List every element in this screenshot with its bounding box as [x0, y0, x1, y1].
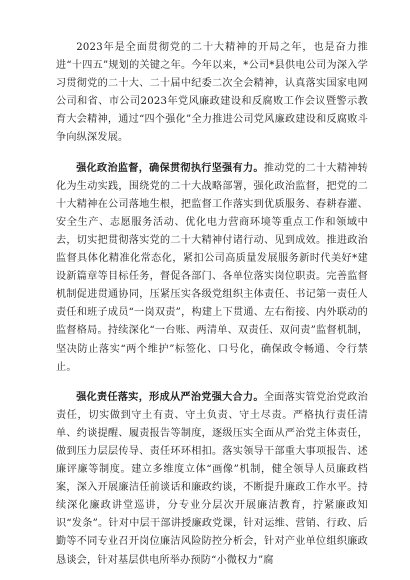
paragraph-intro [56, 39, 368, 148]
paragraph-heading: 强化责任落实，形成从严治党强大合力。 [76, 391, 264, 403]
paragraph-political-supervision [56, 160, 368, 377]
paragraph-body: 推动党的二十大精神转化为生动实践，围绕党的二十大战略部署，强化政治监督，把党的二十大精神在公司落地生根，把监督工作落实到优质服务、春耕春灌、安全生产、志愿服务活动、优化电力营商环境等重点工作和领域中去，切实把贯彻落实党的二十大精神付诸行动、见到成效。推进政治监督具体化精准化常态化，紧扣公司高质量发展服务新时代美好*建设新篇章等目标任务，督促各部门、各单位落实岗位职责。完善监督机制促进贯通协同，压紧压实各级党组织主体责任、书记第一责任人责任和班子成员“一岗双责”，构建上下贯通、左右衔接、内外联动的监督格局。持续深化“一台账、两清单、双责任、双问责”监督机制，坚决防止落实“两个维护”标签化、口号化，确保政令畅通、令行禁止。 [56, 162, 369, 373]
paragraph-responsibility [56, 389, 368, 570]
paragraph-body: 全面落实管党治党政治责任，切实做到守土有责、守土负责、守土尽责。严格执行责任清单、约谈提醒、履责报告等制度，逐级压实全面从严治党主体责任，做到压力层层传导、责任环环相扣。落实领导干部重大事项报告、述廉评廉等制度。建立多维度立体“画像”机制，健全领导人员廉政档案，深入开展廉洁任前谈话和廉政约谈，不断提升廉政工作水平。持续深化廉政讲堂巡讲，分专业分层次开展廉洁教育，拧紧廉政知识“发条”。针对中层干部讲授廉政党课，针对运维、营销、行政、后勤等不同专业召开岗位廉洁风险防控分析会，针对产业单位组织廉政恳谈会，针对基层供电所举办预防“小微权力”腐 [56, 391, 369, 566]
paragraph-heading: 强化政治监督，确保贯彻执行坚强有力。 [76, 162, 264, 174]
paragraph-body: 2023年是全面贯彻党的二十大精神的开局之年，也是奋力推进“十四五”规划的关键之年。今年以来，*公司*县供电公司为深入学习贯彻党的二十大、二十届中纪委二次全会精神，认真落实国家电网公司和省、市公司2023年党风廉政建设和反腐败工作会议暨警示教育大会精神，通过“四个强化”全力推进公司党风廉政建设和反腐败斗争向纵深发展。 [56, 42, 368, 144]
